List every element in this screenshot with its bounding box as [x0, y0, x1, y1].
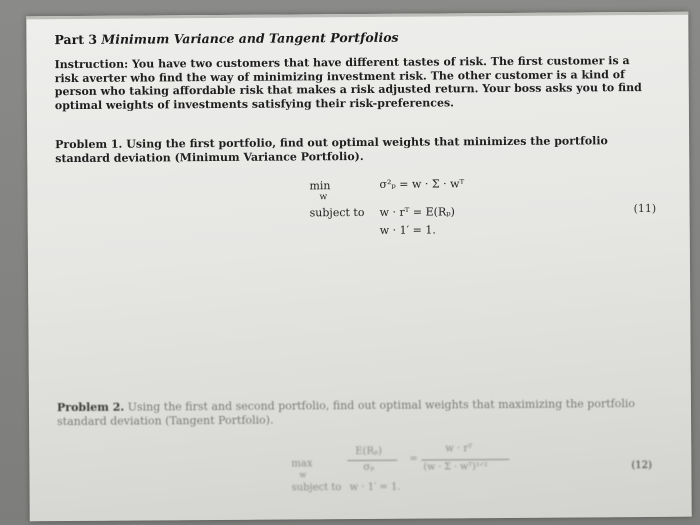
- p1-equation-number: (11): [633, 201, 657, 216]
- p2-max-operator: max: [291, 458, 313, 470]
- instruction-label: Instruction:: [54, 57, 129, 72]
- section-title-text: Minimum Variance and Tangent Portfolios: [101, 29, 399, 47]
- instruction-paragraph: [55, 54, 655, 113]
- section-title: [54, 30, 398, 47]
- p2-subject-to: subject to: [291, 482, 342, 494]
- problem-1: [55, 134, 665, 165]
- p1-constraint-1: w · rᵀ = E(Rₚ): [379, 205, 455, 219]
- p1-objective: σ²ₚ = w · Σ · wᵀ: [379, 177, 465, 191]
- problem-2-text: Using the first and second portfolio, find out optimal weights that maximizing the portfolio standard deviation (Tangent Portfolio).: [57, 397, 636, 428]
- p1-subject-to: subject to: [309, 205, 365, 220]
- problem-2-label: Problem 2.: [56, 400, 125, 415]
- p2-denominator-1: σₚ: [363, 461, 375, 473]
- problem-1-label: Problem 1.: [55, 137, 123, 152]
- instruction-text: You have two customers that have different tastes of risk. The first customer is a risk averter who find the way of minimizing investment risk. The other customer is a kind of person who taking affordable risk that makes a risk adjusted return. Your boss asks you to find optimal weights of investments satisfying their risk-preferences.: [54, 54, 642, 112]
- p1-constraint-2: w · 1′ = 1.: [379, 223, 436, 237]
- p2-equation-number: (12): [631, 459, 652, 472]
- p2-denominator-2: (w · Σ · wᵀ)¹ᐟ²: [423, 461, 488, 473]
- p2-numerator-2: w · rᵀ: [445, 443, 473, 455]
- p2-fraction-line-1: [347, 460, 397, 461]
- p2-equals: =: [409, 453, 418, 465]
- p2-numerator-1: E(Rₚ): [355, 445, 382, 458]
- p2-max-subscript: w: [299, 470, 307, 480]
- p2-constraint: w · 1′ = 1.: [349, 481, 401, 494]
- paper-sheet: [26, 12, 692, 522]
- p1-min-operator: min: [309, 179, 331, 193]
- problem-1-text: Using the first portfolio, find out optimal weights that minimizes the portfolio standard deviation (Minimum Variance Portfolio).: [55, 134, 608, 165]
- problem-2: [57, 397, 667, 428]
- p1-min-subscript: w: [319, 192, 328, 203]
- section-prefix: Part 3: [54, 31, 98, 48]
